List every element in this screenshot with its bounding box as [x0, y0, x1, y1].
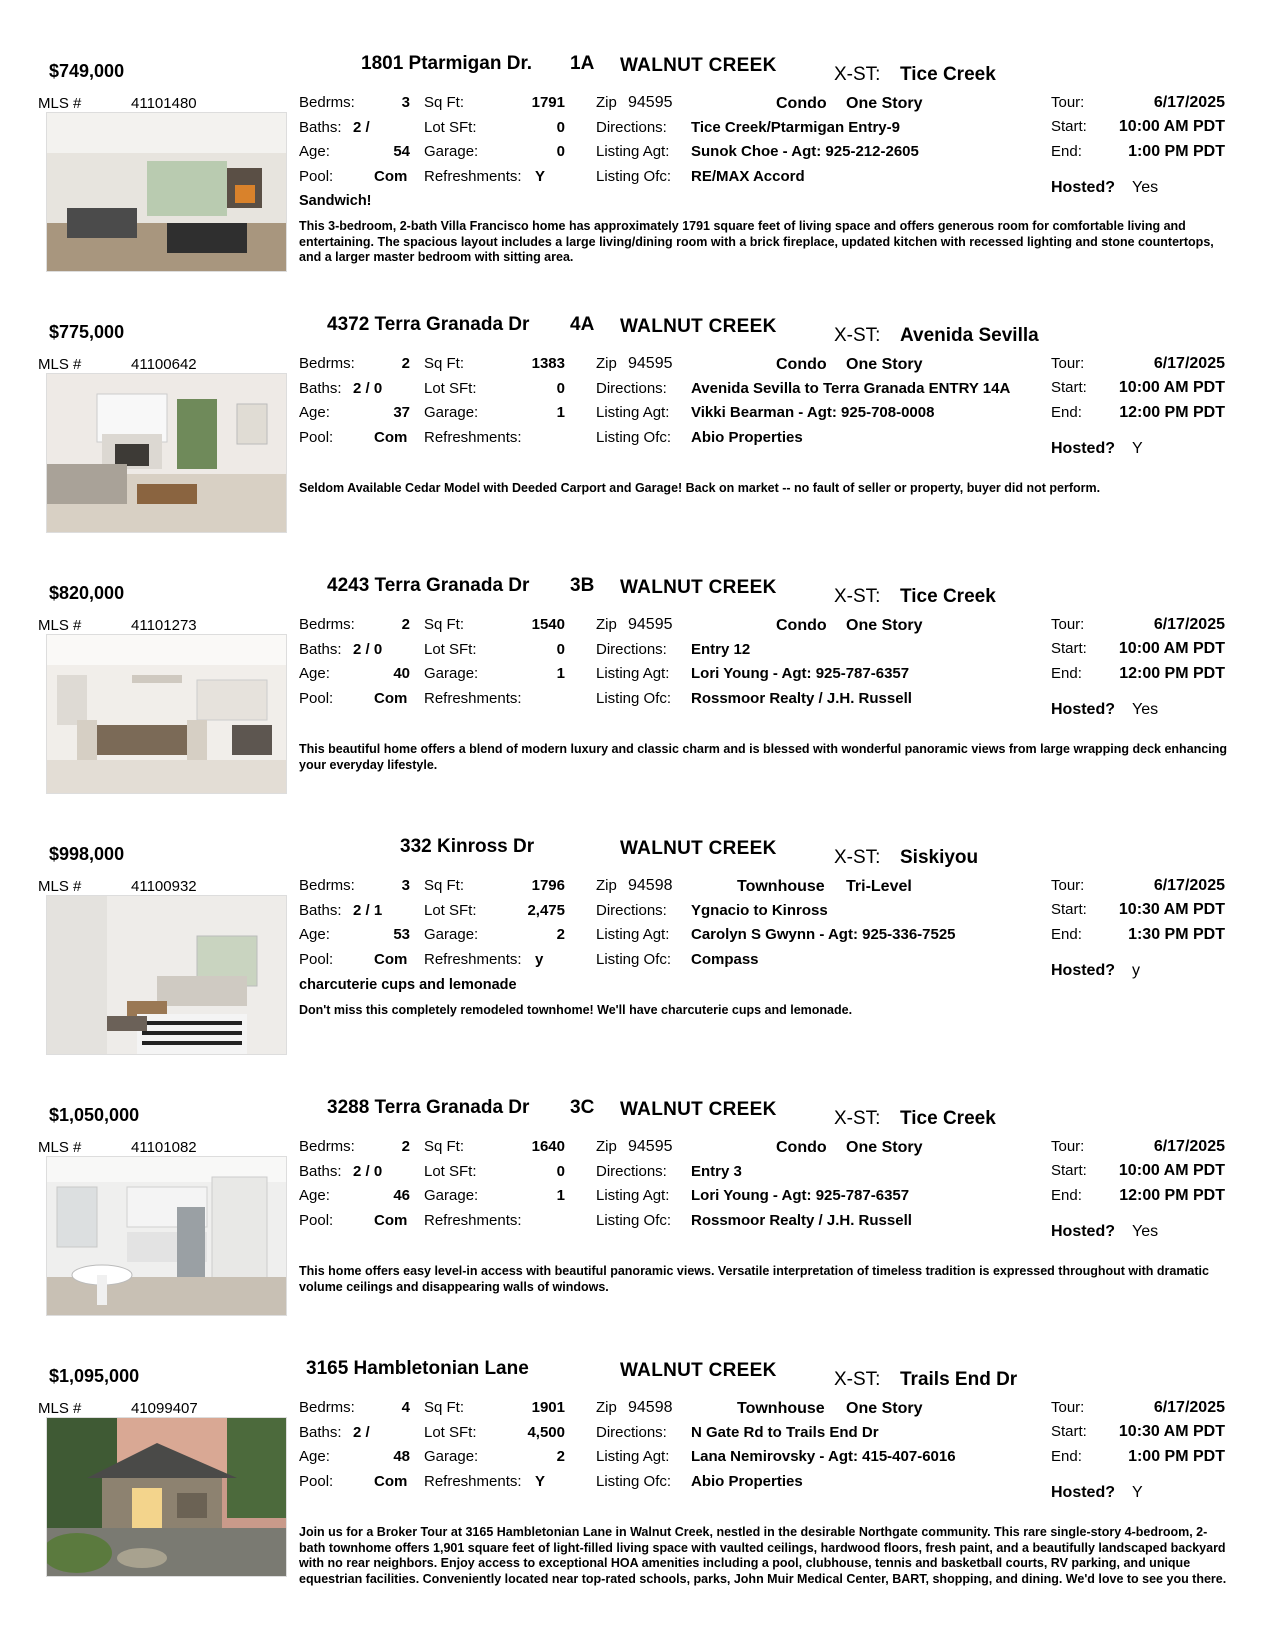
garage-value: 2 — [556, 1448, 565, 1465]
bedrms-label: Bedrms: — [299, 1138, 355, 1155]
kitchen-photo-icon — [47, 1157, 286, 1315]
mls-number: 41101480 — [131, 95, 197, 112]
garage-label: Garage: — [424, 143, 479, 160]
directions-label: Directions: — [596, 641, 667, 658]
lotsft-value: 0 — [556, 1163, 565, 1180]
house-exterior-photo-icon — [47, 1418, 286, 1576]
listing-unit: 1A — [570, 53, 595, 74]
directions-value: Entry 12 — [691, 641, 751, 658]
listing-photo[interactable] — [46, 1156, 287, 1316]
pool-value: Com — [374, 1473, 408, 1490]
bedrms-label: Bedrms: — [299, 877, 355, 894]
bedrms-label: Bedrms: — [299, 94, 355, 111]
tour-label: Tour: — [1051, 1138, 1085, 1155]
tour-label: Tour: — [1051, 1399, 1085, 1416]
refreshments-value: Y — [535, 1473, 546, 1490]
baths-value: 2 / — [353, 119, 370, 136]
refreshments-label: Refreshments: — [424, 168, 522, 185]
age-value: 40 — [393, 665, 410, 682]
sqft-value: 1640 — [531, 1138, 565, 1155]
end-label: End: — [1051, 143, 1082, 160]
listing-office-value: Rossmoor Realty / J.H. Russell — [691, 1212, 912, 1229]
mls-number: 41101082 — [131, 1139, 197, 1156]
start-label: Start: — [1051, 901, 1087, 918]
lotsft-label: Lot SFt: — [424, 119, 477, 136]
garage-label: Garage: — [424, 404, 479, 421]
lotsft-label: Lot SFt: — [424, 1163, 477, 1180]
listing-office-label: Listing Ofc: — [596, 168, 672, 185]
start-label: Start: — [1051, 118, 1087, 135]
end-time: 12:00 PM PDT — [1119, 665, 1225, 682]
age-label: Age: — [299, 1448, 330, 1465]
listing-office-label: Listing Ofc: — [596, 951, 672, 968]
directions-value: Avenida Sevilla to Terra Granada ENTRY 14A — [691, 380, 1011, 397]
tour-date: 6/17/2025 — [1153, 94, 1225, 111]
listing-price: $820,000 — [49, 583, 125, 603]
property-type: Condo — [776, 356, 827, 373]
cross-street-value: Trails End Dr — [900, 1369, 1018, 1390]
directions-label: Directions: — [596, 380, 667, 397]
listing-city: WALNUT CREEK — [620, 838, 777, 859]
pool-value: Com — [374, 168, 408, 185]
listing-price: $775,000 — [49, 322, 125, 342]
end-time: 12:00 PM PDT — [1119, 404, 1225, 421]
zip-value: 94595 — [628, 94, 673, 111]
end-time: 1:30 PM PDT — [1128, 926, 1225, 943]
tour-label: Tour: — [1051, 355, 1085, 372]
cross-street-value: Avenida Sevilla — [900, 325, 1039, 346]
zip-label: Zip — [596, 877, 617, 894]
listing-office-label: Listing Ofc: — [596, 1473, 672, 1490]
tour-label: Tour: — [1051, 94, 1085, 111]
listing-address: 3165 Hambletonian Lane — [306, 1358, 529, 1379]
garage-label: Garage: — [424, 1448, 479, 1465]
mls-label: MLS # — [38, 95, 82, 112]
listing-agent-value: Lana Nemirovsky - Agt: 415-407-6016 — [691, 1448, 956, 1465]
listing-agent-label: Listing Agt: — [596, 143, 670, 160]
directions-value: N Gate Rd to Trails End Dr — [691, 1424, 879, 1441]
listing-office-value: Compass — [691, 951, 759, 968]
cross-street-label: X-ST: — [834, 64, 881, 85]
listing-agent-value: Vikki Bearman - Agt: 925-708-0008 — [691, 404, 935, 421]
listing-photo[interactable] — [46, 1417, 287, 1577]
end-time: 12:00 PM PDT — [1119, 1187, 1225, 1204]
end-label: End: — [1051, 665, 1082, 682]
listing-price: $998,000 — [49, 844, 125, 864]
pool-value: Com — [374, 1212, 408, 1229]
listing-card — [0, 831, 1275, 1089]
listing-description: Don't miss this completely remodeled townhome! We'll have charcuterie cups and lemonade. — [299, 1003, 853, 1017]
property-style: One Story — [846, 95, 923, 112]
tour-date: 6/17/2025 — [1153, 355, 1225, 372]
dining-room-photo-icon — [47, 635, 286, 793]
property-type: Condo — [776, 95, 827, 112]
sqft-value: 1540 — [531, 616, 565, 633]
sqft-label: Sq Ft: — [424, 355, 465, 372]
listing-office-label: Listing Ofc: — [596, 690, 672, 707]
refreshments-label: Refreshments: — [424, 951, 522, 968]
mls-label: MLS # — [38, 356, 82, 373]
sqft-label: Sq Ft: — [424, 94, 465, 111]
pool-value: Com — [374, 951, 408, 968]
tour-date: 6/17/2025 — [1153, 616, 1225, 633]
listing-photo[interactable] — [46, 634, 287, 794]
pool-label: Pool: — [299, 168, 334, 185]
listing-office-value: Rossmoor Realty / J.H. Russell — [691, 690, 912, 707]
bedrms-value: 3 — [401, 877, 410, 894]
lotsft-value: 0 — [556, 380, 565, 397]
listing-agent-label: Listing Agt: — [596, 1187, 670, 1204]
sqft-value: 1383 — [531, 355, 565, 372]
end-label: End: — [1051, 1448, 1082, 1465]
refreshments-label: Refreshments: — [424, 1212, 522, 1229]
sqft-label: Sq Ft: — [424, 877, 465, 894]
property-style: One Story — [846, 617, 923, 634]
end-label: End: — [1051, 926, 1082, 943]
age-value: 54 — [393, 143, 410, 160]
start-time: 10:00 AM PDT — [1118, 640, 1225, 657]
property-type: Townhouse — [737, 878, 825, 895]
listing-card — [0, 1353, 1275, 1643]
pool-label: Pool: — [299, 1473, 334, 1490]
listing-photo[interactable] — [46, 373, 287, 533]
listing-photo[interactable] — [46, 112, 287, 272]
property-style: One Story — [846, 356, 923, 373]
zip-value: 94595 — [628, 616, 673, 633]
listing-office-value: RE/MAX Accord — [691, 168, 805, 185]
mls-number: 41100642 — [131, 356, 197, 373]
mls-number: 41100932 — [131, 878, 197, 895]
listing-address: 4243 Terra Granada Dr — [327, 575, 530, 596]
listing-description: This home offers easy level-in access with beautiful panoramic views. Versatile interpretation of timeless tradition is expressed throughout with dramatic volume ceilings and disappearing walls of windows. — [299, 1264, 1209, 1294]
directions-label: Directions: — [596, 902, 667, 919]
listing-city: WALNUT CREEK — [620, 316, 777, 337]
refreshment-note: Sandwich! — [299, 193, 372, 209]
hosted-value: Yes — [1132, 1223, 1159, 1240]
hosted-label: Hosted? — [1051, 701, 1115, 718]
sqft-value: 1901 — [531, 1399, 565, 1416]
baths-value: 2 / 0 — [353, 1163, 383, 1180]
listing-price: $1,095,000 — [49, 1366, 140, 1386]
listing-price: $749,000 — [49, 61, 125, 81]
garage-label: Garage: — [424, 926, 479, 943]
baths-label: Baths: — [299, 1163, 342, 1180]
mls-number: 41099407 — [131, 1400, 198, 1417]
age-value: 48 — [393, 1448, 410, 1465]
garage-label: Garage: — [424, 665, 479, 682]
zip-label: Zip — [596, 1138, 617, 1155]
lotsft-value: 2,475 — [527, 902, 565, 919]
listing-description: Seldom Available Cedar Model with Deeded Carport and Garage! Back on market -- no fault of seller or property, buyer did not perform. — [299, 481, 1101, 495]
listing-description: This 3-bedroom, 2-bath Villa Francisco home has approximately 1791 square feet of living space and offers generous room for comfortable living and entertaining. The spacious layout includes a large living/dining room with a brick fireplace, updated kitchen with recessed lighting and stone countertops, and a larger master bedroom with sitting area. — [299, 219, 1214, 264]
cross-street-label: X-ST: — [834, 1108, 881, 1129]
age-label: Age: — [299, 926, 330, 943]
baths-value: 2 / 0 — [353, 380, 383, 397]
pool-value: Com — [374, 429, 408, 446]
zip-value: 94595 — [628, 1138, 673, 1155]
directions-label: Directions: — [596, 119, 667, 136]
zip-label: Zip — [596, 1399, 617, 1416]
pool-label: Pool: — [299, 690, 334, 707]
listing-agent-label: Listing Agt: — [596, 1448, 670, 1465]
end-time: 1:00 PM PDT — [1128, 143, 1225, 160]
listing-unit: 3C — [570, 1097, 595, 1118]
start-time: 10:00 AM PDT — [1118, 1162, 1225, 1179]
end-label: End: — [1051, 1187, 1082, 1204]
age-label: Age: — [299, 143, 330, 160]
bedrms-value: 2 — [401, 1138, 410, 1155]
pool-label: Pool: — [299, 429, 334, 446]
start-label: Start: — [1051, 379, 1087, 396]
directions-value: Ygnacio to Kinross — [691, 902, 828, 919]
refreshments-value: Y — [535, 168, 546, 185]
listing-city: WALNUT CREEK — [620, 577, 777, 598]
end-time: 1:00 PM PDT — [1128, 1448, 1225, 1465]
directions-label: Directions: — [596, 1424, 667, 1441]
bedrms-value: 4 — [401, 1399, 410, 1416]
bedrms-value: 2 — [401, 616, 410, 633]
property-style: Tri-Level — [846, 878, 912, 895]
start-label: Start: — [1051, 1423, 1087, 1440]
zip-value: 94598 — [628, 877, 673, 894]
lotsft-label: Lot SFt: — [424, 902, 477, 919]
listing-card — [0, 48, 1275, 306]
zip-label: Zip — [596, 355, 617, 372]
property-style: One Story — [846, 1400, 923, 1417]
hosted-label: Hosted? — [1051, 962, 1115, 979]
refreshments-label: Refreshments: — [424, 690, 522, 707]
listing-card — [0, 309, 1275, 567]
listing-address: 332 Kinross Dr — [400, 836, 535, 857]
listing-unit: 4A — [570, 314, 595, 335]
mls-label: MLS # — [38, 1400, 82, 1417]
listing-agent-value: Lori Young - Agt: 925-787-6357 — [691, 1187, 910, 1204]
lotsft-value: 0 — [556, 641, 565, 658]
directions-value: Tice Creek/Ptarmigan Entry-9 — [691, 119, 900, 136]
listing-address: 1801 Ptarmigan Dr. — [361, 53, 533, 74]
listing-photo[interactable] — [46, 895, 287, 1055]
age-value: 53 — [393, 926, 410, 943]
garage-label: Garage: — [424, 1187, 479, 1204]
baths-value: 2 / 1 — [353, 902, 383, 919]
zip-label: Zip — [596, 94, 617, 111]
hosted-label: Hosted? — [1051, 179, 1115, 196]
garage-value: 1 — [556, 404, 565, 421]
baths-label: Baths: — [299, 119, 342, 136]
hosted-value: Y — [1132, 1484, 1143, 1501]
property-type: Townhouse — [737, 1400, 825, 1417]
tour-date: 6/17/2025 — [1153, 877, 1225, 894]
lotsft-label: Lot SFt: — [424, 1424, 477, 1441]
tour-date: 6/17/2025 — [1153, 1138, 1225, 1155]
property-style: One Story — [846, 1139, 923, 1156]
listing-agent-label: Listing Agt: — [596, 665, 670, 682]
sqft-label: Sq Ft: — [424, 1138, 465, 1155]
listing-city: WALNUT CREEK — [620, 1099, 777, 1120]
listing-price: $1,050,000 — [49, 1105, 140, 1125]
sqft-label: Sq Ft: — [424, 616, 465, 633]
mls-label: MLS # — [38, 878, 82, 895]
mls-number: 41101273 — [131, 617, 197, 634]
pool-label: Pool: — [299, 1212, 334, 1229]
cross-street-value: Siskiyou — [900, 847, 979, 868]
bedrms-value: 2 — [401, 355, 410, 372]
listing-description: Join us for a Broker Tour at 3165 Hambletonian Lane in Walnut Creek, nestled in the desirable Northgate community. This rare single-story 4-bedroom, 2-bath townhome offers 1,901 square feet of light-filled living space with vaulted ceilings, hardwood floors, fresh paint, and a beautifully landscaped backyard with no rear neighbors. Enjoy access to exceptional HOA amenities including a pool, clubhouse, tennis and basketball courts, RV parking, and unique equestrian facilities. Conveniently located near top-rated schools, parks, John Muir Medical Center, BART, shopping, and dining. We'd love to see you there. — [299, 1525, 1227, 1586]
baths-value: 2 / — [353, 1424, 370, 1441]
bedrms-label: Bedrms: — [299, 616, 355, 633]
listing-office-value: Abio Properties — [691, 1473, 803, 1490]
tour-label: Tour: — [1051, 616, 1085, 633]
zip-value: 94598 — [628, 1399, 673, 1416]
listing-office-label: Listing Ofc: — [596, 429, 672, 446]
refreshments-label: Refreshments: — [424, 1473, 522, 1490]
age-label: Age: — [299, 1187, 330, 1204]
start-time: 10:00 AM PDT — [1118, 379, 1225, 396]
pool-value: Com — [374, 690, 408, 707]
lotsft-label: Lot SFt: — [424, 641, 477, 658]
garage-value: 2 — [556, 926, 565, 943]
listing-agent-label: Listing Agt: — [596, 404, 670, 421]
living-room-photo-icon — [47, 896, 286, 1054]
living-room-photo-icon — [47, 374, 286, 532]
start-time: 10:30 AM PDT — [1118, 1423, 1225, 1440]
baths-label: Baths: — [299, 641, 342, 658]
age-value: 46 — [393, 1187, 410, 1204]
age-label: Age: — [299, 404, 330, 421]
zip-value: 94595 — [628, 355, 673, 372]
tour-label: Tour: — [1051, 877, 1085, 894]
hosted-label: Hosted? — [1051, 1223, 1115, 1240]
cross-street-value: Tice Creek — [900, 1108, 996, 1129]
directions-value: Entry 3 — [691, 1163, 742, 1180]
cross-street-label: X-ST: — [834, 325, 881, 346]
listing-agent-value: Sunok Choe - Agt: 925-212-2605 — [691, 143, 919, 160]
bedrms-label: Bedrms: — [299, 355, 355, 372]
cross-street-value: Tice Creek — [900, 586, 996, 607]
refreshment-note: charcuterie cups and lemonade — [299, 977, 517, 993]
sqft-value: 1796 — [531, 877, 565, 894]
listing-agent-value: Lori Young - Agt: 925-787-6357 — [691, 665, 910, 682]
sqft-value: 1791 — [531, 94, 565, 111]
start-time: 10:30 AM PDT — [1118, 901, 1225, 918]
refreshments-value: y — [535, 951, 544, 968]
baths-label: Baths: — [299, 380, 342, 397]
listing-address: 4372 Terra Granada Dr — [327, 314, 530, 335]
bedrms-label: Bedrms: — [299, 1399, 355, 1416]
hosted-value: Y — [1132, 440, 1143, 457]
hosted-value: Yes — [1132, 179, 1159, 196]
baths-value: 2 / 0 — [353, 641, 383, 658]
cross-street-label: X-ST: — [834, 1369, 881, 1390]
mls-label: MLS # — [38, 1139, 82, 1156]
tour-date: 6/17/2025 — [1153, 1399, 1225, 1416]
listing-card — [0, 1092, 1275, 1350]
listing-unit: 3B — [570, 575, 595, 596]
listing-city: WALNUT CREEK — [620, 55, 777, 76]
start-time: 10:00 AM PDT — [1118, 118, 1225, 135]
lotsft-value: 0 — [556, 119, 565, 136]
garage-value: 1 — [556, 1187, 565, 1204]
listing-agent-value: Carolyn S Gwynn - Agt: 925-336-7525 — [691, 926, 956, 943]
baths-label: Baths: — [299, 1424, 342, 1441]
listing-office-value: Abio Properties — [691, 429, 803, 446]
bedrms-value: 3 — [401, 94, 410, 111]
zip-label: Zip — [596, 616, 617, 633]
sqft-label: Sq Ft: — [424, 1399, 465, 1416]
listing-agent-label: Listing Agt: — [596, 926, 670, 943]
start-label: Start: — [1051, 1162, 1087, 1179]
cross-street-value: Tice Creek — [900, 64, 996, 85]
listing-description: This beautiful home offers a blend of modern luxury and classic charm and is blessed with wonderful panoramic views from large wrapping deck enhancing your everyday lifestyle. — [299, 742, 1227, 772]
property-type: Condo — [776, 617, 827, 634]
hosted-value: y — [1132, 962, 1140, 979]
lotsft-label: Lot SFt: — [424, 380, 477, 397]
garage-value: 0 — [556, 143, 565, 160]
age-value: 37 — [393, 404, 410, 421]
listing-address: 3288 Terra Granada Dr — [327, 1097, 530, 1118]
start-label: Start: — [1051, 640, 1087, 657]
listing-card — [0, 570, 1275, 828]
pool-label: Pool: — [299, 951, 334, 968]
hosted-value: Yes — [1132, 701, 1159, 718]
baths-label: Baths: — [299, 902, 342, 919]
hosted-label: Hosted? — [1051, 440, 1115, 457]
listing-office-label: Listing Ofc: — [596, 1212, 672, 1229]
refreshments-label: Refreshments: — [424, 429, 522, 446]
mls-label: MLS # — [38, 617, 82, 634]
cross-street-label: X-ST: — [834, 586, 881, 607]
property-type: Condo — [776, 1139, 827, 1156]
hosted-label: Hosted? — [1051, 1484, 1115, 1501]
lotsft-value: 4,500 — [527, 1424, 565, 1441]
end-label: End: — [1051, 404, 1082, 421]
cross-street-label: X-ST: — [834, 847, 881, 868]
directions-label: Directions: — [596, 1163, 667, 1180]
living-room-photo-icon — [47, 113, 286, 271]
garage-value: 1 — [556, 665, 565, 682]
listing-city: WALNUT CREEK — [620, 1360, 777, 1381]
age-label: Age: — [299, 665, 330, 682]
